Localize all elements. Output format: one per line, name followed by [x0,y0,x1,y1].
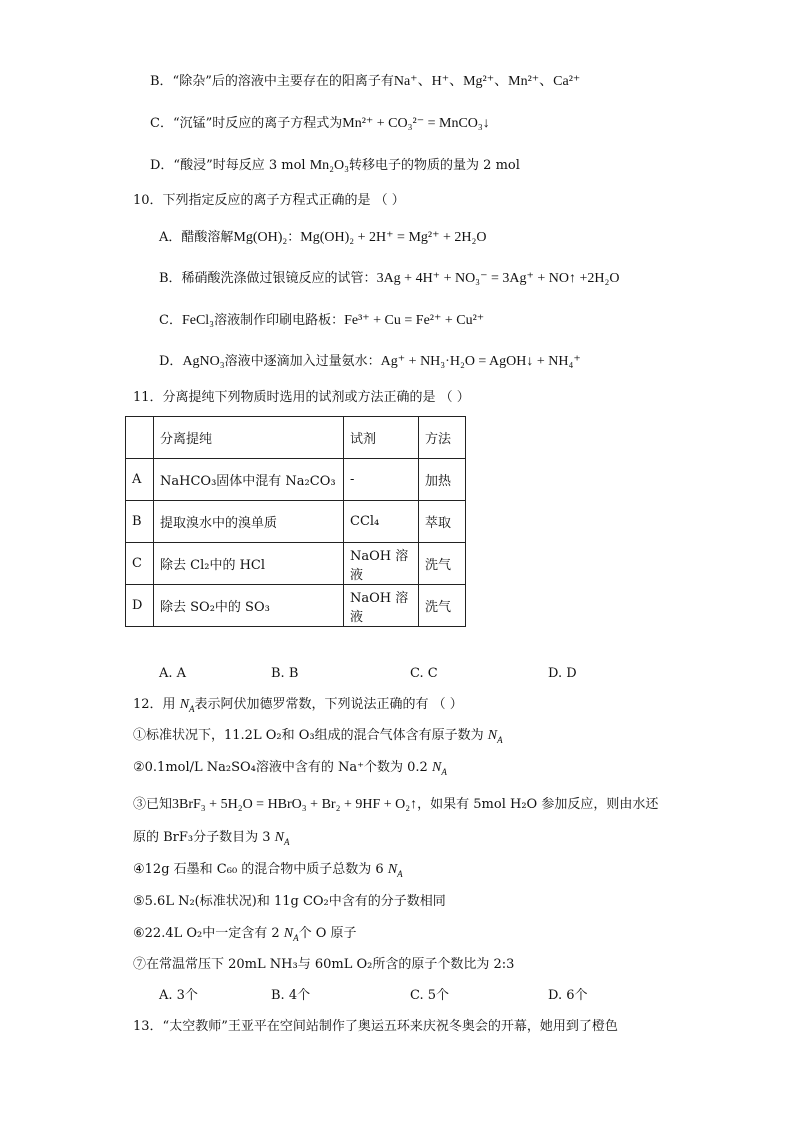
q11-option-a: A. A [159,666,187,681]
q9-d-species: Mn₂O₃ [309,158,350,173]
q9-d-prefix: D．“酸浸”时每反应 3 mol [150,158,310,173]
q12-item-6: ⑥22.4L O₂中一定含有 2 $N_A$个 O 原子 [133,926,357,943]
table-header-row: 分离提纯 试剂 方法 [126,417,466,459]
q12-item-3-equation: 3BrF₃ + 5H₂O = HBrO₃ + Br₂ + 9HF + O₂↑ [172,797,418,812]
q9-b-ions: Na⁺、H⁺、Mg²⁺、Mn²⁺、Ca²⁺ [393,74,581,89]
q11-stem: 11．分离提纯下列物质时选用的试剂或方法正确的是 （ ） [133,390,470,405]
q11-option-b: B. B [271,666,299,681]
na-symbol: $N_A$ [179,697,195,714]
q9-option-c [150,115,490,133]
q11-option-c: C. C [410,666,438,681]
q10-stem: 10．下列指定反应的离子方程式正确的是 （ ） [133,193,405,208]
q12-item-5: ⑤5.6L N₂(标准状况)和 11g CO₂中含有的分子数相同 [133,894,446,909]
q12-item-2: ②0.1mol/L Na₂SO₄溶液中含有的 Na⁺个数为 0.2 $N_A$ [133,760,447,777]
table-row: A NaHCO₃固体中混有 Na₂CO₃ - 加热 [126,459,466,501]
q10-option-a: A．醋酸溶解Mg(OH)₂：Mg(OH)₂ + 2H⁺ = Mg²⁺ + 2H₂O [159,230,487,245]
q9-b-prefix: B．“除杂”后的溶液中主要存在的阳离子有 [150,74,394,89]
q12-item-4: ④12g 石墨和 C₆₀ 的混合物中质子总数为 6 $N_A$ [133,862,403,879]
q12-item-7: ⑦在常温常压下 20mL NH₃与 60mL O₂所含的原子个数比为 2:3 [133,957,515,972]
q11-option-d: D. D [548,666,577,681]
table-row: B 提取溴水中的溴单质 CCl₄ 萃取 [126,501,466,543]
q10-a-equation: Mg(OH)₂ + 2H⁺ = Mg²⁺ + 2H₂O [300,230,487,245]
q12-stem: 12．用 $N_A$表示阿伏加德罗常数，下列说法正确的有 （ ） [133,697,463,714]
q10-d-equation: Ag⁺ + NH₃·H₂O = AgOH↓ + NH₄⁺ [380,354,581,369]
q12-item-1: ①标准状况下，11.2L O₂和 O₃组成的混合气体含有原子数为 $N_A$ [133,728,503,745]
q12-item-3-cont: 原的 BrF₃分子数目为 3 $N_A$ [133,830,290,847]
q10-option-c: C．FeCl₃溶液制作印刷电路板：Fe³⁺ + Cu = Fe²⁺ + Cu²⁺ [159,313,485,328]
q10-c-equation: Fe³⁺ + Cu = Fe²⁺ + Cu²⁺ [344,313,485,328]
q12-item-3: ③已知3BrF₃ + 5H₂O = HBrO₃ + Br₂ + 9HF + O₂↑，如果有 5mol H₂O 参加反应，则由水还 [133,797,659,812]
q9-option-d [150,157,520,175]
q9-option-b [150,73,580,91]
q9-c-prefix: C．“沉锰”时反应的离子方程式为 [150,116,343,131]
q11-table [125,416,466,627]
q9-c-equation: Mn²⁺ + CO₃²⁻ = MnCO₃↓ [342,116,490,131]
q9-d-suffix: 转移电子的物质的量为 2 mol [349,158,520,173]
q10-option-d: D．AgNO₃溶液中逐滴加入过量氨水：Ag⁺ + NH₃·H₂O = AgOH↓ + NH₄⁺ [159,354,581,369]
q10-option-b: B．稀硝酸洗涤做过银镜反应的试管：3Ag + 4H⁺ + NO₃⁻ = 3Ag⁺ + NO↑ +2H₂O [159,271,620,286]
table-row: D 除去 SO₂中的 SO₃ NaOH 溶液 洗气 [126,585,466,627]
q12-option-d: D. 6个 [548,988,588,1003]
q12-option-b: B. 4个 [271,988,311,1003]
table-row: C 除去 Cl₂中的 HCl NaOH 溶液 洗气 [126,543,466,585]
q13-stem: 13．“太空教师”王亚平在空间站制作了奥运五环来庆祝冬奥会的开幕，她用到了橙色 [133,1019,618,1034]
q10-b-equation: 3Ag + 4H⁺ + NO₃⁻ = 3Ag⁺ + NO↑ +2H₂O [376,271,620,286]
q12-option-c: C. 5个 [410,988,450,1003]
q12-option-a: A. 3个 [159,988,198,1003]
